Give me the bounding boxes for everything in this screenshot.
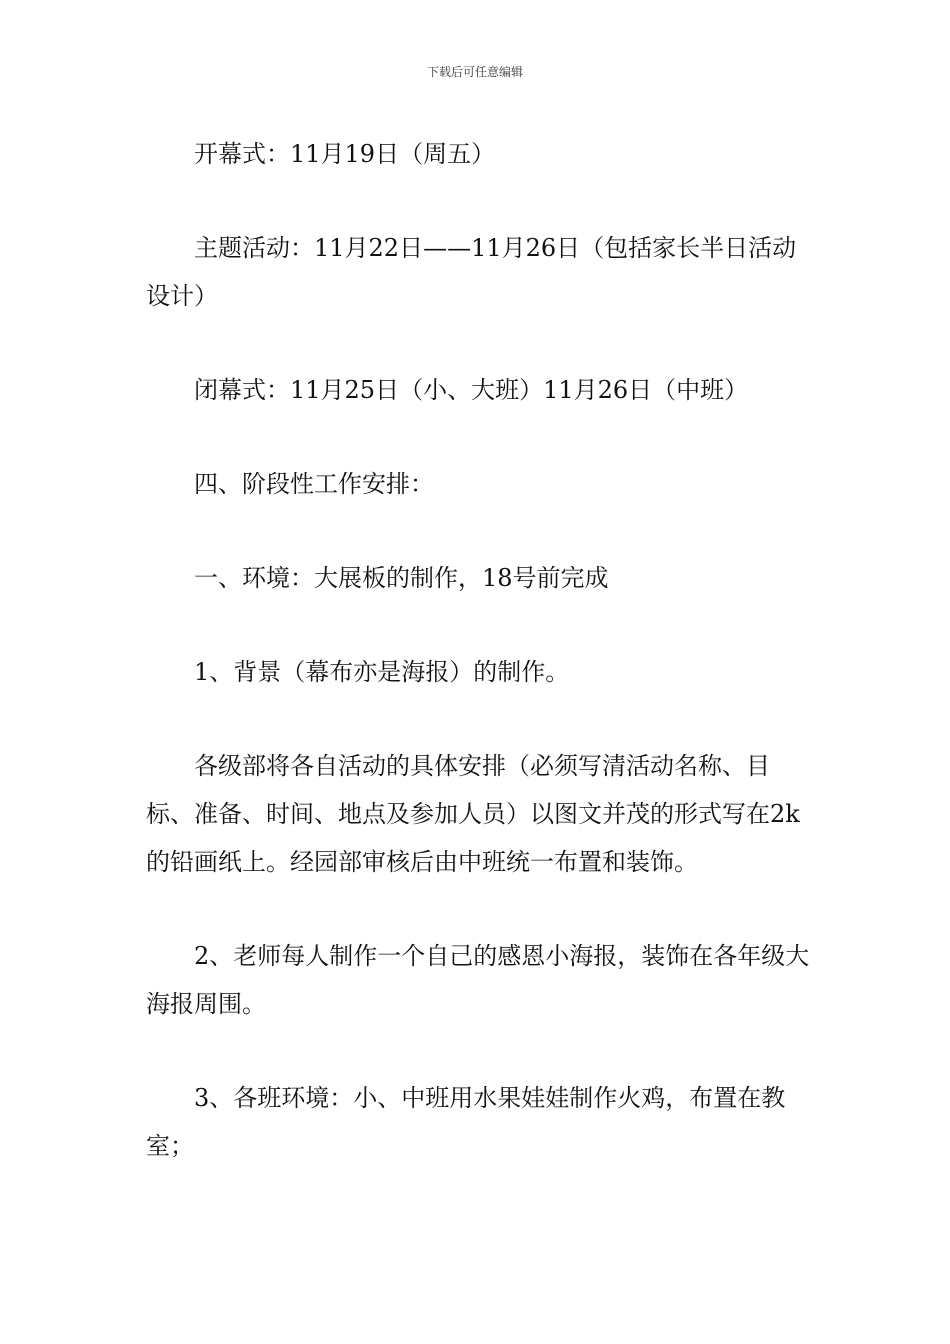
paragraph-section-heading: 四、阶段性工作安排： [194,470,434,498]
page-header-note: 下载后可任意编辑 [426,65,523,79]
paragraph-background: 1、背景（幕布亦是海报）的制作。 [194,658,570,686]
paragraph-theme-activity: 主题活动：11月22日——11月26日（包括家长半日活动设计） [146,234,797,310]
document-body [146,130,810,1216]
paragraph-closing-ceremony: 闭幕式：11月25日（小、大班）11月26日（中班） [194,376,749,404]
paragraph-teacher-poster: 2、老师每人制作一个自己的感恩小海报，装饰在各年级大海报周围。 [146,942,810,1018]
paragraph-class-environment: 3、各班环境：小、中班用水果娃娃制作火鸡，布置在教室； [146,1084,786,1160]
paragraph-arrangement: 各级部将各自活动的具体安排（必须写清活动名称、目标、准备、时间、地点及参加人员）以图文并茂的形式写在2k的铅画纸上。经园部审核后由中班统一布置和装饰。 [146,752,800,876]
paragraph-environment: 一、环境：大展板的制作，18号前完成 [194,564,609,592]
paragraph-opening-ceremony: 开幕式：11月19日（周五） [194,140,496,168]
